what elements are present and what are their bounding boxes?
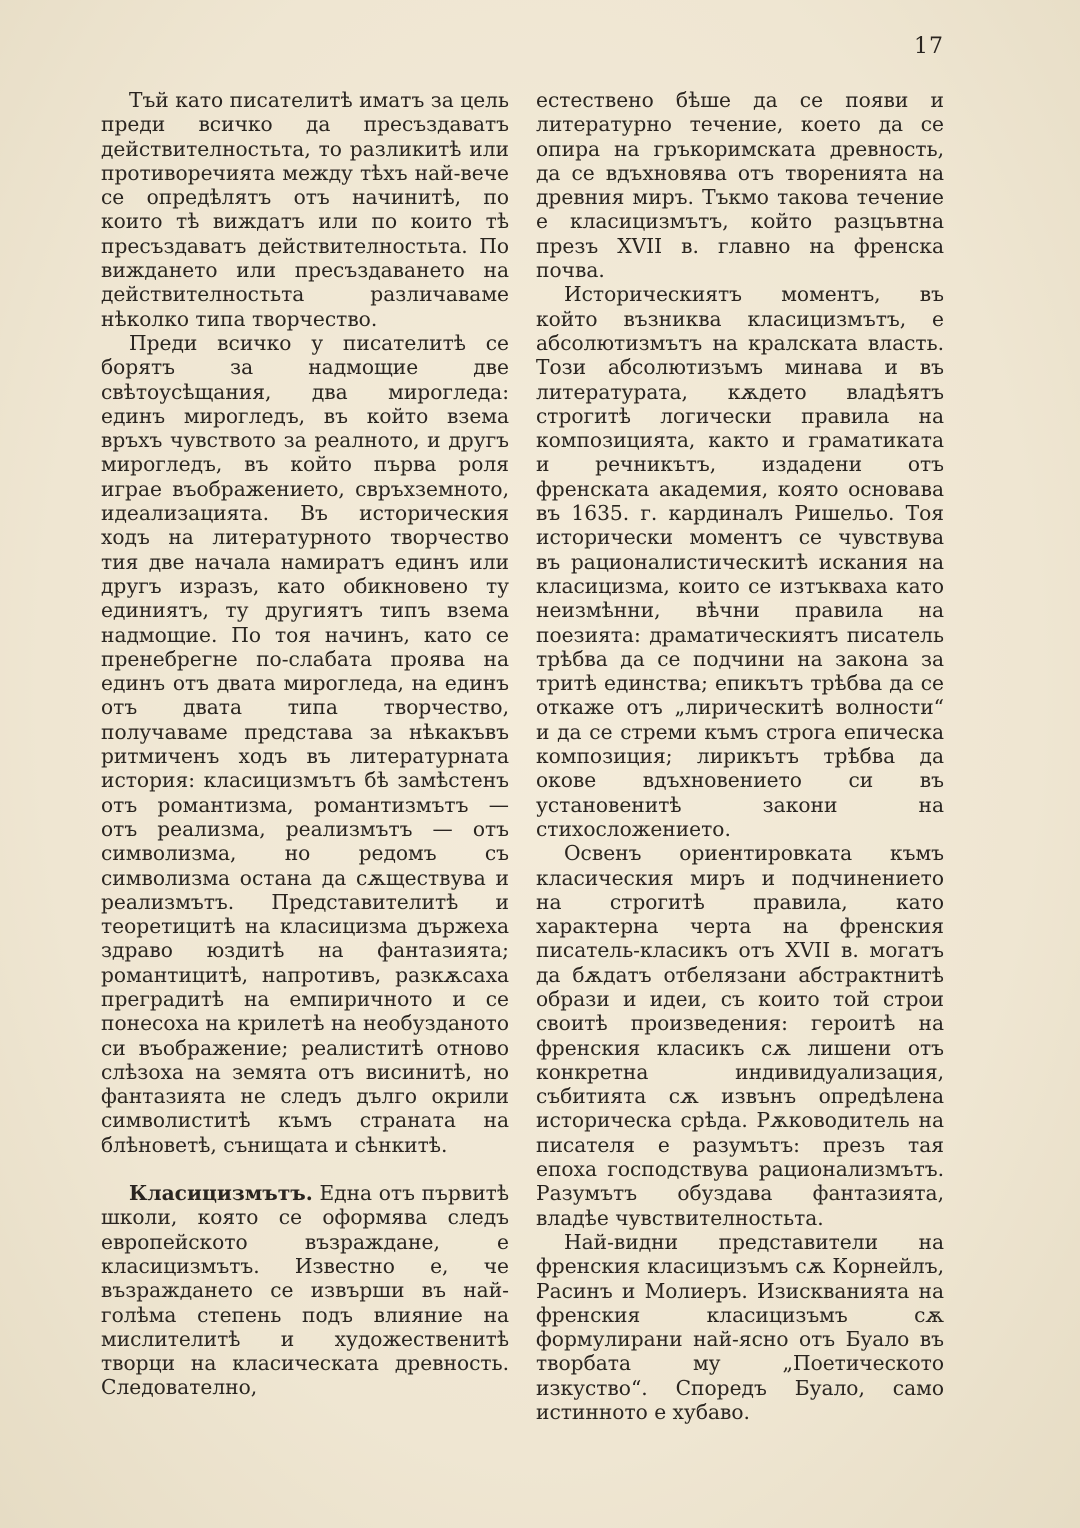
left-column: [101, 88, 509, 1400]
page-number: 17: [914, 34, 944, 59]
paragraph-classicism: [101, 1181, 509, 1400]
paragraph-historical-moment: Историческиятъ моментъ, въ който възниква класицизмътъ, е абсолютизмътъ на кралската власть. Този абсолютизъмъ минава и въ литературата, кѫдето владѣятъ строгитѣ логически правила на композицията, както и граматиката и речникътъ, издадени отъ френската академия, която основава въ 1635. г. кардиналъ Ришельо. Тоя исторически моментъ се чувствува въ рационалистическитѣ искания на класицизма, които се изтъкваха като неизмѣнни, вѣчни правила на поезията: драматическиятъ писатель трѣбва да се подчини на закона за тритѣ единства; епикътъ трѣбва да се откаже отъ „лирическитѣ волности“ и да се стреми къмъ строга епическа композиция; лирикътъ трѣбва да окове вдъхновението си въ установенитѣ закони на стихосложението.: [536, 282, 944, 841]
paragraph-abstract-images: Освенъ ориентировката къмъ класическия миръ и подчинението на строгитѣ правила, като характерна черта на френския писатель-класикъ отъ XVII в. могатъ да бѫдатъ отбелязани абстрактнитѣ образи и идеи, съ които той строи своитѣ произведения: героитѣ на френския класикъ сѫ лишени отъ конкретна индивидуализация, събитията сѫ извънъ опредѣлена историческа срѣда. Рѫководитель на писателя е разумътъ: презъ тая епоха господствува рационализмътъ. Разумътъ обуздава фантазията, владѣе чувствителностьта.: [536, 841, 944, 1230]
paragraph-continuation: естествено бѣше да се появи и литературно течение, което да се опира на гръкоримската древность, да се вдъхновява отъ творенията на древния миръ. Тъкмо такова течение е класицизмътъ, който разцъвтна презъ XVII в. главно на френска почва.: [536, 88, 944, 283]
paragraph-writers-types: Тъй като писателитѣ иматъ за цель преди всичко да пресъздаватъ действителностьта, то разликитѣ или противоречията между тѣхъ най-вече се опредѣлятъ отъ начинитѣ, по които тѣ виждатъ или по които тѣ пресъздаватъ действителностьта. По виждането или пресъздаването на действителностьта различаваме нѣколко типа творчество.: [101, 88, 509, 331]
classicism-intro-text: Една отъ първитѣ школи, която се оформява следъ европейското възраждане, е класицизмътъ. Известно е, че възраждането се извърши въ най-голѣма степень подъ влияние на мислителитѣ и художественитѣ творци на класическата древность. Следователно,: [101, 1181, 509, 1400]
paragraph-worldviews: Преди всичко у писателитѣ се борятъ за надмощие две свѣтоусѣщания, два мирогледа: единъ мирогледъ, въ който взема връхъ чувството за реалното, и другъ мирогледъ, въ който първа роля играе въображението, свръхземното, идеализацията. Въ историческия ходъ на литературното творчество тия две начала намиратъ единъ или другъ изразъ, като обикновено ту единиятъ, ту другиятъ типъ взема надмощие. По тоя начинъ, като се пренебрегне по-слабата проява на единъ отъ двата мирогледа, на единъ отъ двата типа творчество, получаваме представа за нѣкакъвъ ритмиченъ ходъ въ литературната история: класицизмътъ бѣ замѣстенъ отъ романтизма, романтизмътъ — отъ реализма, реализмътъ — отъ символизма, но редомъ съ символизма остана да сѫществува и реализмътъ. Представителитѣ и теоретицитѣ на класицизма държеха здраво юздитѣ на фантазията; романтицитѣ, напротивъ, разкѫсаха преградитѣ на емпиричното и се понесоха на крилетѣ на необузданото си въображение; реалиститѣ отново слѣзоха на земята отъ висинитѣ, но фантазията не следъ дълго окрили символиститѣ къмъ страната на блѣноветѣ, сънищата и сѣнкитѣ.: [101, 330, 509, 1157]
paragraph-representatives: Най-видни представители на френския класицизъмъ сѫ Корнейлъ, Расинъ и Молиеръ. Изискванията на френския класицизъмъ сѫ формулирани най-ясно отъ Буало въ творбата му „Поетическото изкуство“. Споредъ Буало, само истинното е хубаво.: [536, 1229, 944, 1425]
section-title-classicism: Класицизмътъ.: [129, 1181, 313, 1206]
right-column: [536, 88, 944, 1424]
